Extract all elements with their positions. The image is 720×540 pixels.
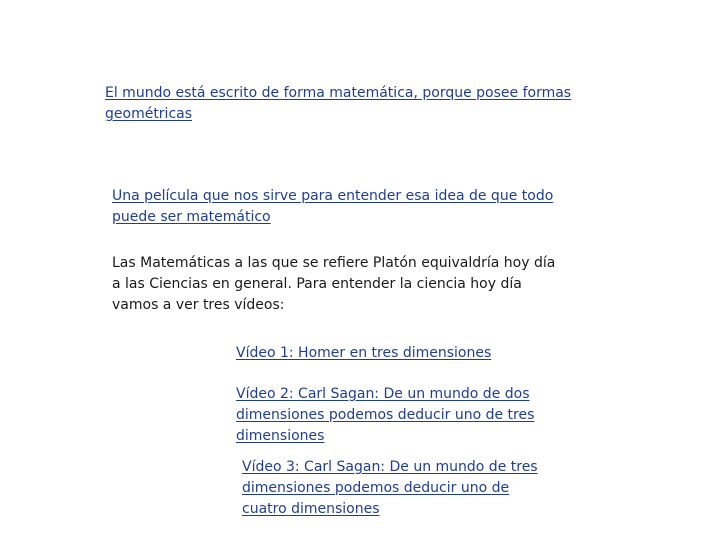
math-world-paragraph	[105, 83, 605, 125]
video-1-paragraph	[236, 343, 536, 364]
intro-text: Las Matemáticas a las que se refiere Platón equivaldría hoy día a las Ciencias en general. Para entender la ciencia hoy día vamos a ver tres vídeos:	[112, 255, 556, 313]
video-2-paragraph	[236, 384, 554, 447]
video-2-link[interactable]: Vídeo 2: Carl Sagan: De un mundo de dos dimensiones podemos deducir uno de tres dimensiones	[236, 386, 535, 444]
movie-link[interactable]: Una película que nos sirve para entender esa idea de que todo puede ser matemático	[112, 188, 554, 225]
video-3-paragraph	[242, 457, 540, 520]
video-1-link[interactable]: Vídeo 1: Homer en tres dimensiones	[236, 345, 492, 361]
video-3-link[interactable]: Vídeo 3: Carl Sagan: De un mundo de tres dimensiones podemos deducir uno de cuatro dimensiones	[242, 459, 538, 517]
movie-paragraph	[112, 186, 577, 228]
math-world-link[interactable]: El mundo está escrito de forma matemática, porque posee formas geométricas	[105, 85, 572, 122]
